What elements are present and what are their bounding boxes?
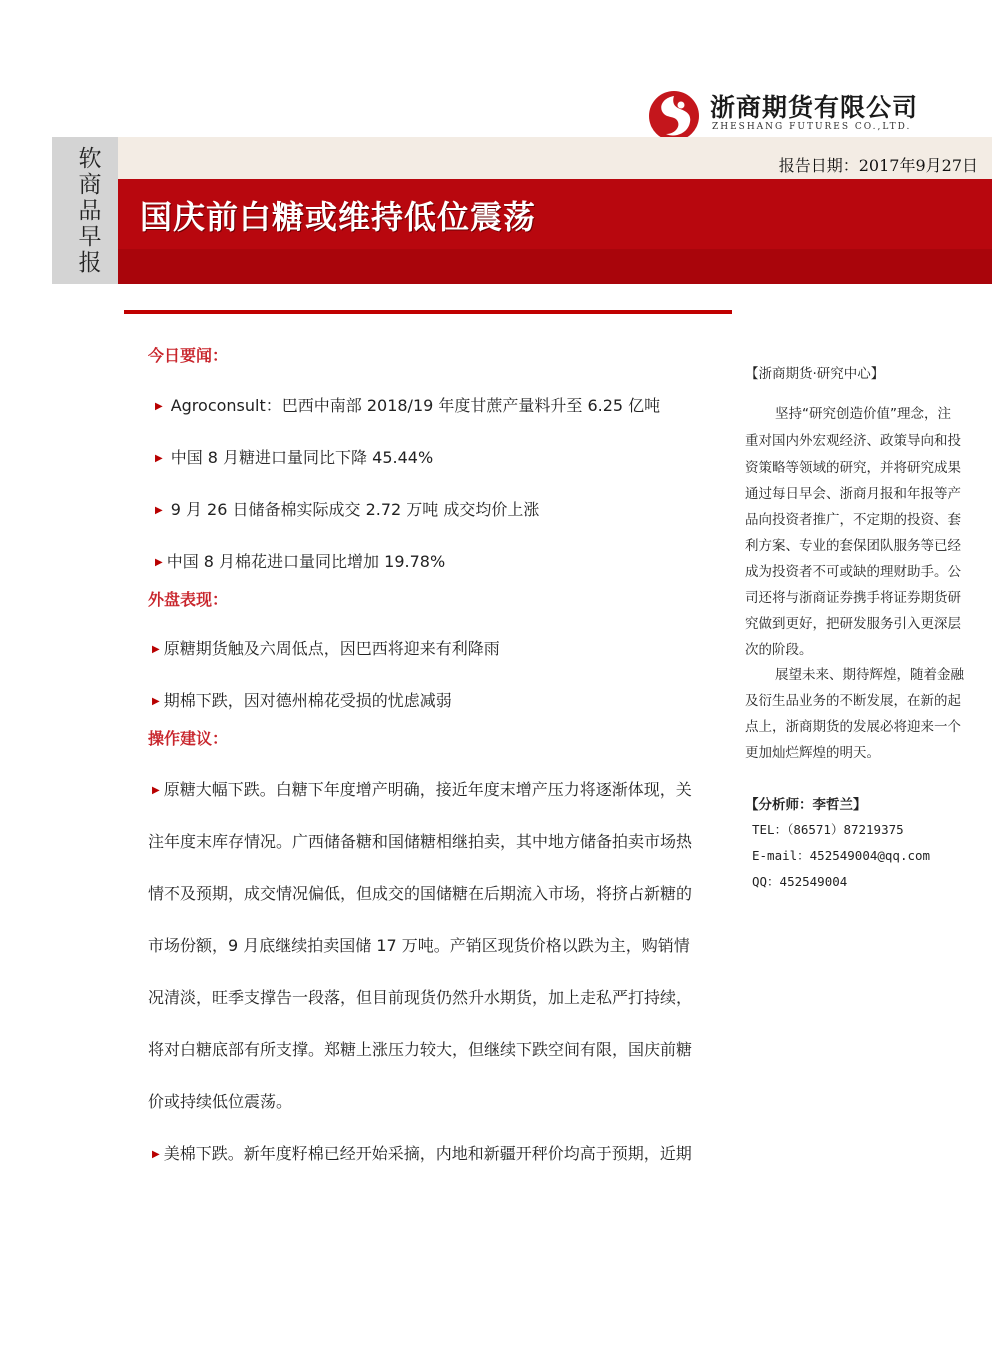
- paragraph-line: ▶ 美棉下跌。新年度籽棉已经开始采摘，内地和新疆开秤价均高于预期，近期: [152, 1144, 692, 1163]
- sidebar-line: 司还将与浙商证券携手将证券期货研: [745, 590, 961, 606]
- analyst-name: 【分析师：李哲兰】: [745, 797, 867, 813]
- section-divider: [124, 310, 732, 314]
- paragraph-line: 市场份额，9 月底继续拍卖国储 17 万吨。产销区现货价格以跌为主，购销情: [148, 936, 690, 955]
- triangle-right-icon: ▶: [152, 1149, 160, 1160]
- paragraph-line: 将对白糖底部有所支撑。郑糖上涨压力较大，但继续下跌空间有限，国庆前糖: [148, 1040, 693, 1059]
- page-title: 国庆前白糖或维持低位震荡: [140, 198, 537, 236]
- research-center-heading: 【浙商期货·研究中心】: [745, 366, 885, 382]
- sidebar-line: 及衍生品业务的不断发展，在新的起: [745, 693, 961, 709]
- triangle-right-icon: ▶: [152, 785, 160, 796]
- sidebar-line: 资策略等领域的研究，并将研究成果: [745, 460, 961, 476]
- analyst-tel: TEL：（86571）87219375: [752, 822, 904, 837]
- list-item: ▶ Agroconsult：巴西中南部 2018/19 年度甘蔗产量料升至 6.25 亿吨: [155, 396, 661, 415]
- paragraph-line: 价或持续低位震荡。: [148, 1092, 293, 1111]
- analyst-email[interactable]: E-mail：452549004@qq.com: [752, 848, 931, 863]
- paragraph-line: ▶ 原糖大幅下跌。白糖下年度增产明确，接近年度末增产压力将逐渐体现，关: [152, 780, 692, 799]
- sidebar-line: 品向投资者推广，不定期的投资、套: [745, 512, 961, 528]
- triangle-right-icon: ▶: [155, 505, 163, 516]
- list-item: ▶ 9 月 26 日储备棉实际成交 2.72 万吨 成交均价上涨: [155, 500, 540, 519]
- sidebar-line: 通过每日早会、浙商月报和年报等产: [745, 486, 961, 502]
- side-label: 软商品早报: [78, 146, 102, 276]
- sidebar-line: 究做到更好，把研发服务引入更深层: [745, 616, 961, 632]
- triangle-right-icon: ▶: [152, 696, 160, 707]
- company-name-en: ZHESHANG FUTURES CO.,LTD.: [712, 122, 912, 132]
- company-logo-icon: [648, 90, 700, 142]
- section-heading-external: 外盘表现：: [148, 590, 229, 609]
- sidebar-line: 点上，浙商期货的发展必将迎来一个: [745, 719, 961, 735]
- list-item: ▶ 期棉下跌，因对德州棉花受损的忧虑减弱: [152, 691, 452, 710]
- sidebar-line: 展望未来、期待辉煌，随着金融: [775, 667, 964, 683]
- triangle-right-icon: ▶: [155, 401, 163, 412]
- section-heading-advice: 操作建议：: [148, 729, 229, 748]
- sidebar-line: 坚持“研究创造价值”理念，注: [775, 406, 951, 422]
- paragraph-line: 情不及预期，成交情况偏低，但成交的国储糖在后期流入市场，将挤占新糖的: [148, 884, 693, 903]
- sidebar-line: 利方案、专业的套保团队服务等已经: [745, 538, 961, 554]
- report-date: 报告日期：2017年9月27日: [778, 156, 978, 175]
- paragraph-line: 况清淡，旺季支撑告一段落，但目前现货仍然升水期货，加上走私严打持续，: [148, 988, 693, 1007]
- triangle-right-icon: ▶: [155, 453, 163, 464]
- triangle-right-icon: ▶: [155, 557, 163, 568]
- list-item: ▶ 中国 8 月糖进口量同比下降 45.44%: [155, 448, 434, 467]
- sidebar-line: 次的阶段。: [745, 642, 813, 658]
- sidebar-line: 更加灿烂辉煌的明天。: [745, 745, 880, 761]
- sidebar-line: 成为投资者不可或缺的理财助手。公: [745, 564, 961, 580]
- list-item: ▶ 原糖期货触及六周低点，因巴西将迎来有利降雨: [152, 639, 500, 658]
- title-band-shade: [118, 249, 992, 284]
- sidebar-line: 重对国内外宏观经济、政策导向和投: [745, 433, 961, 449]
- analyst-qq: QQ：452549004: [752, 874, 848, 889]
- company-name-cn: 浙商期货有限公司: [710, 93, 919, 122]
- triangle-right-icon: ▶: [152, 644, 160, 655]
- list-item: ▶ 中国 8 月棉花进口量同比增加 19.78%: [155, 552, 446, 571]
- paragraph-line: 注年度末库存情况。广西储备糖和国储糖相继拍卖，其中地方储备拍卖市场热: [148, 832, 693, 851]
- section-heading-today-news: 今日要闻：: [148, 346, 229, 365]
